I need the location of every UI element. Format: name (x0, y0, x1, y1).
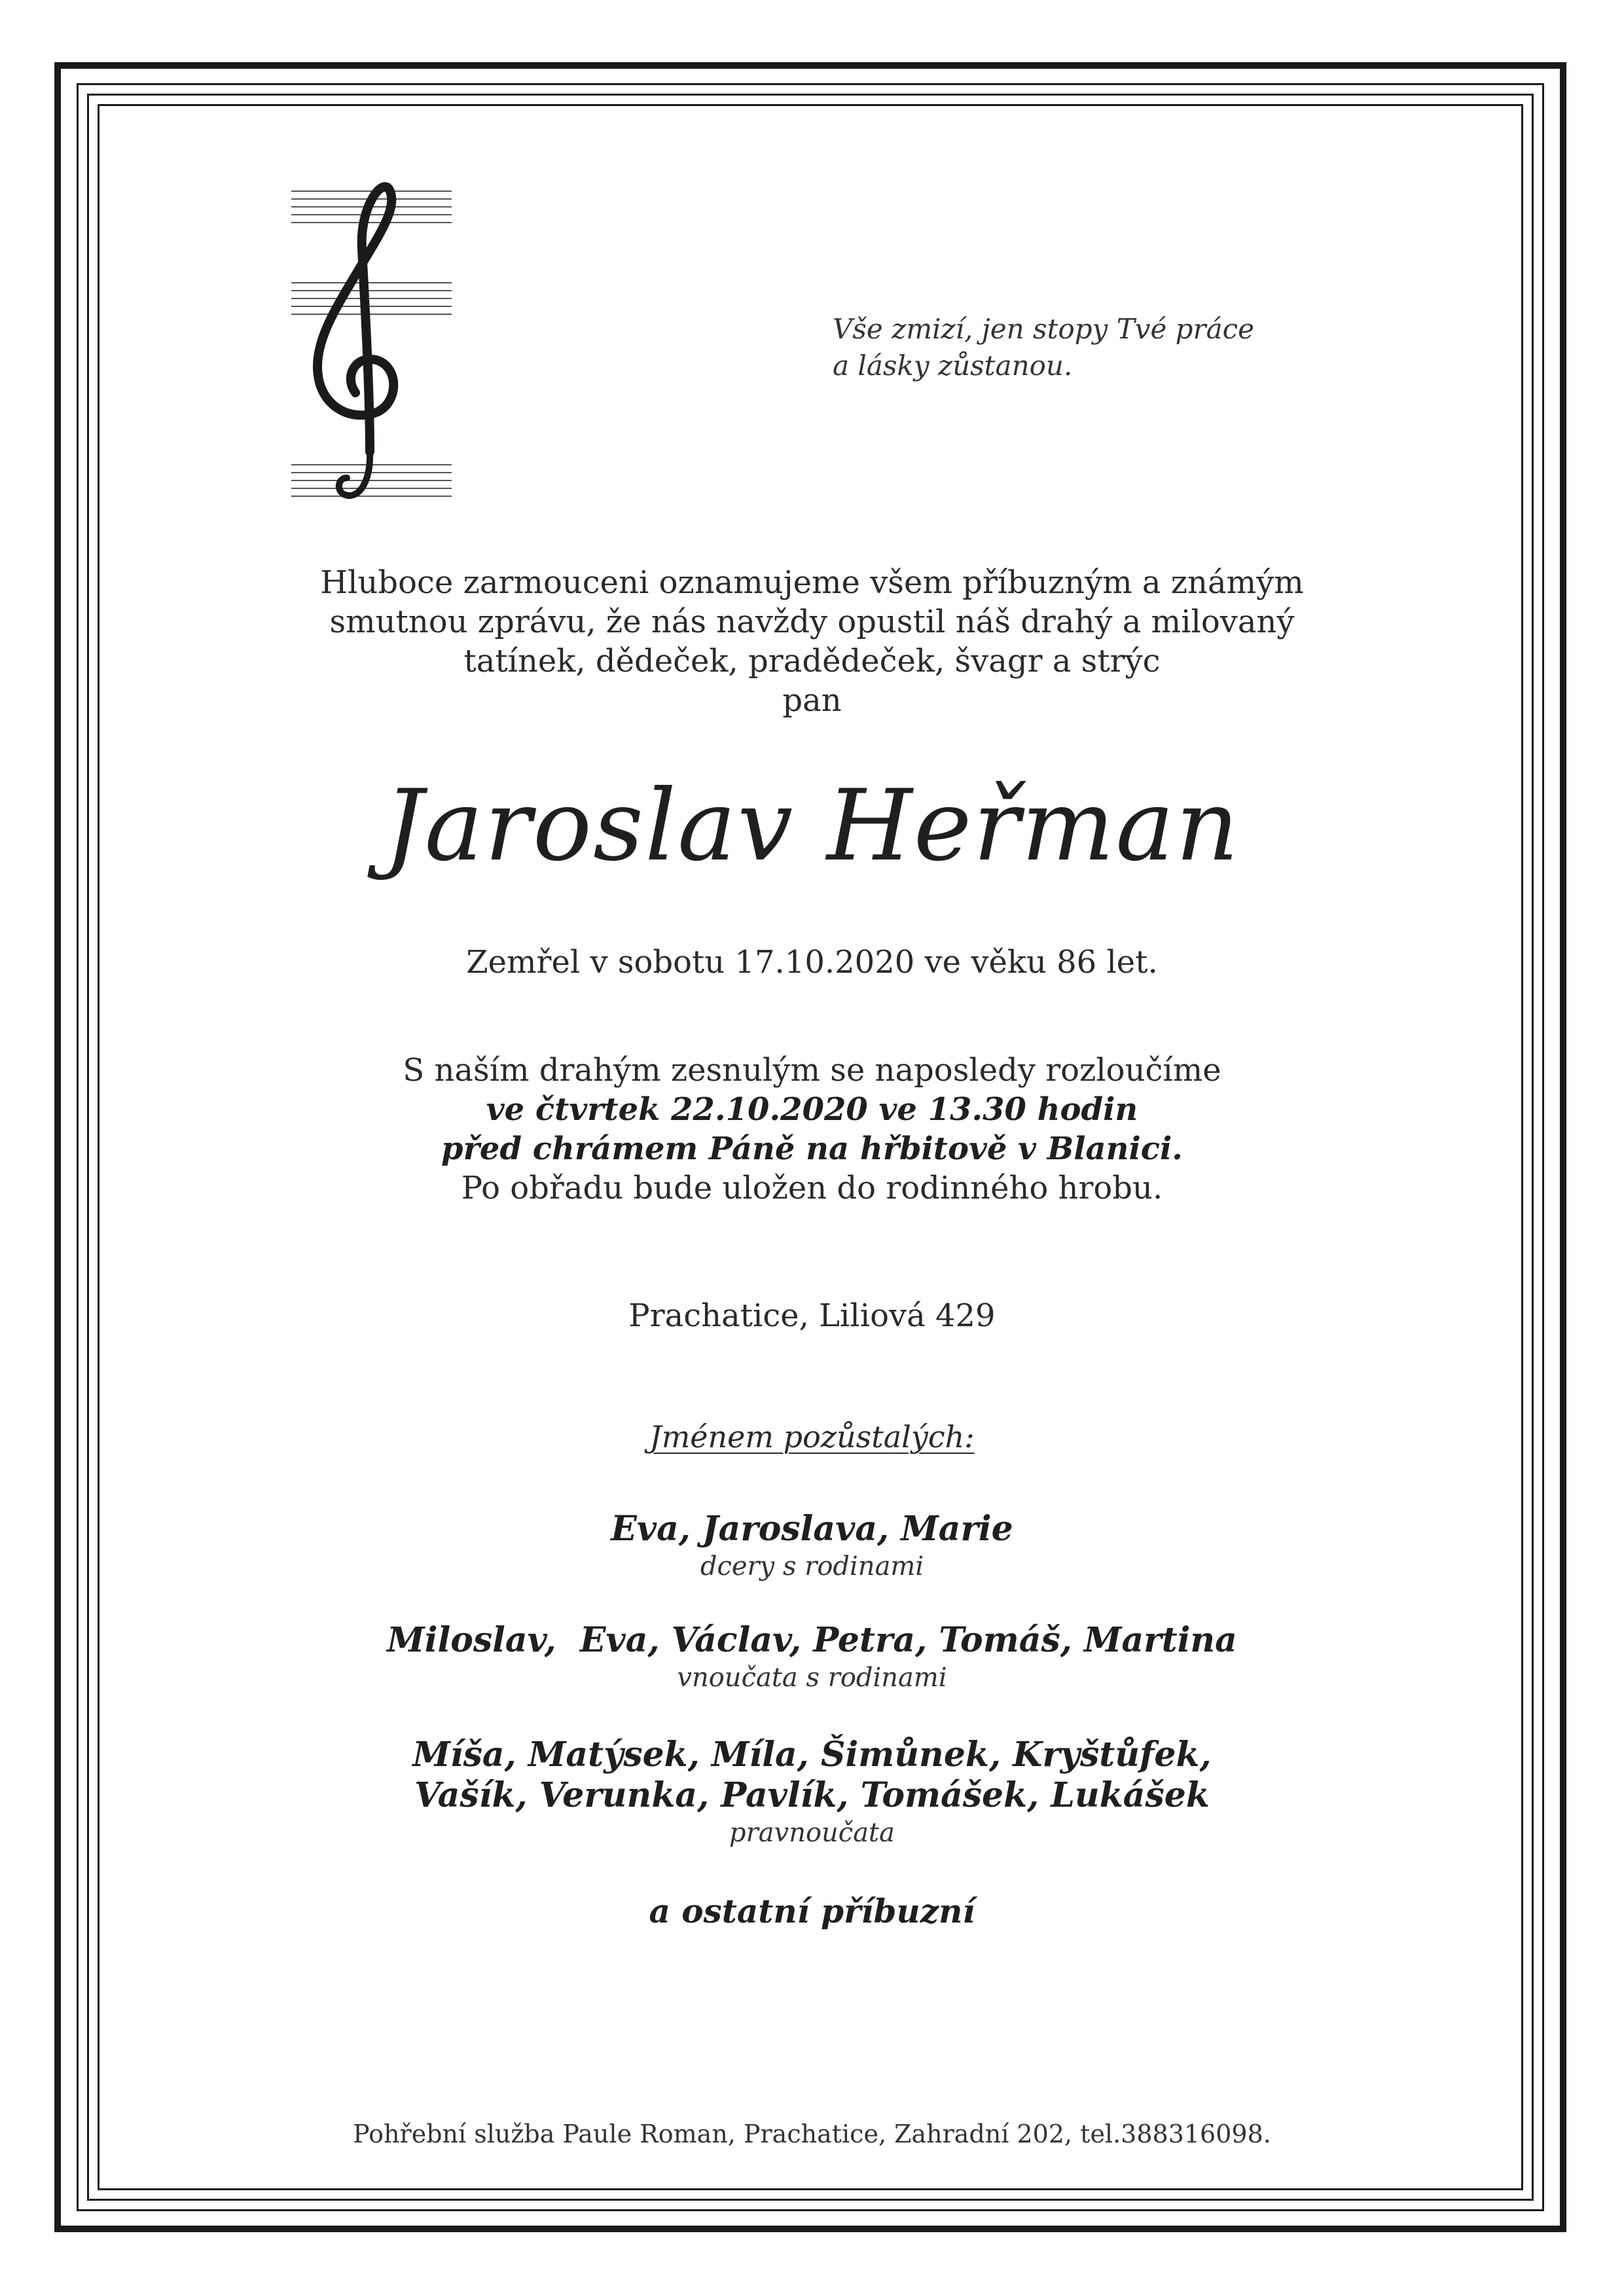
deceased-name: Jaroslav Heřman (384, 769, 1240, 883)
death-notice: Zemřel v sobotu 17.10.2020 ve věku 86 let. (466, 944, 1158, 981)
motto-line: Vše zmizí, jen stopy Tvé práce (833, 313, 1255, 345)
survivor-group-great-grandchildren (0, 1735, 1624, 1850)
motto-line: a lásky zůstanou. (833, 350, 1073, 382)
intro-line: tatínek, dědeček, pradědeček, švagr a strýc (463, 643, 1161, 679)
on-behalf-label (0, 1417, 1624, 1456)
on-behalf-text: Jménem pozůstalých: (649, 1419, 975, 1455)
intro-line: smutnou zprávu, že nás navždy opustil náš drahý a milovaný (329, 604, 1295, 640)
other-relatives: a ostatní příbuzní (649, 1892, 975, 1930)
farewell-place: před chrámem Páně na hřbitově v Blanici. (441, 1130, 1183, 1167)
farewell-line: S naším drahým zesnulým se naposledy rozloučíme (403, 1052, 1221, 1089)
motto (833, 311, 1356, 384)
survivor-names: Míša, Matýsek, Míla, Šimůnek, Kryštůfek, (412, 1735, 1212, 1775)
survivor-group-daughters (0, 1509, 1624, 1583)
farewell-date: ve čtvrtek 22.10.2020 ve 13.30 hodin (486, 1091, 1138, 1128)
survivor-role: dcery s rodinami (700, 1551, 924, 1581)
farewell-text (0, 1051, 1624, 1208)
intro-text (0, 563, 1624, 720)
survivor-role: pravnoučata (729, 1818, 895, 1848)
survivor-role: vnoučata s rodinami (677, 1663, 947, 1693)
survivor-names: Eva, Jaroslava, Marie (611, 1509, 1013, 1549)
farewell-line: Po obřadu bude uložen do rodinného hrobu. (461, 1170, 1163, 1206)
intro-line: Hluboce zarmouceni oznamujeme všem příbuzným a známým (320, 564, 1304, 601)
survivor-names: Vašík, Verunka, Pavlík, Tomášek, Lukášek (414, 1775, 1210, 1815)
address: Prachatice, Liliová 429 (628, 1297, 996, 1334)
survivor-names: Miloslav, Eva, Václav, Petra, Tomáš, Martina (387, 1620, 1237, 1660)
intro-line: pan (782, 682, 842, 719)
survivor-group-grandchildren (0, 1620, 1624, 1695)
treble-clef-icon (278, 170, 458, 511)
funeral-service-footer: Pohřební služba Paule Roman, Prachatice, Zahradní 202, tel.388316098. (353, 2120, 1271, 2148)
